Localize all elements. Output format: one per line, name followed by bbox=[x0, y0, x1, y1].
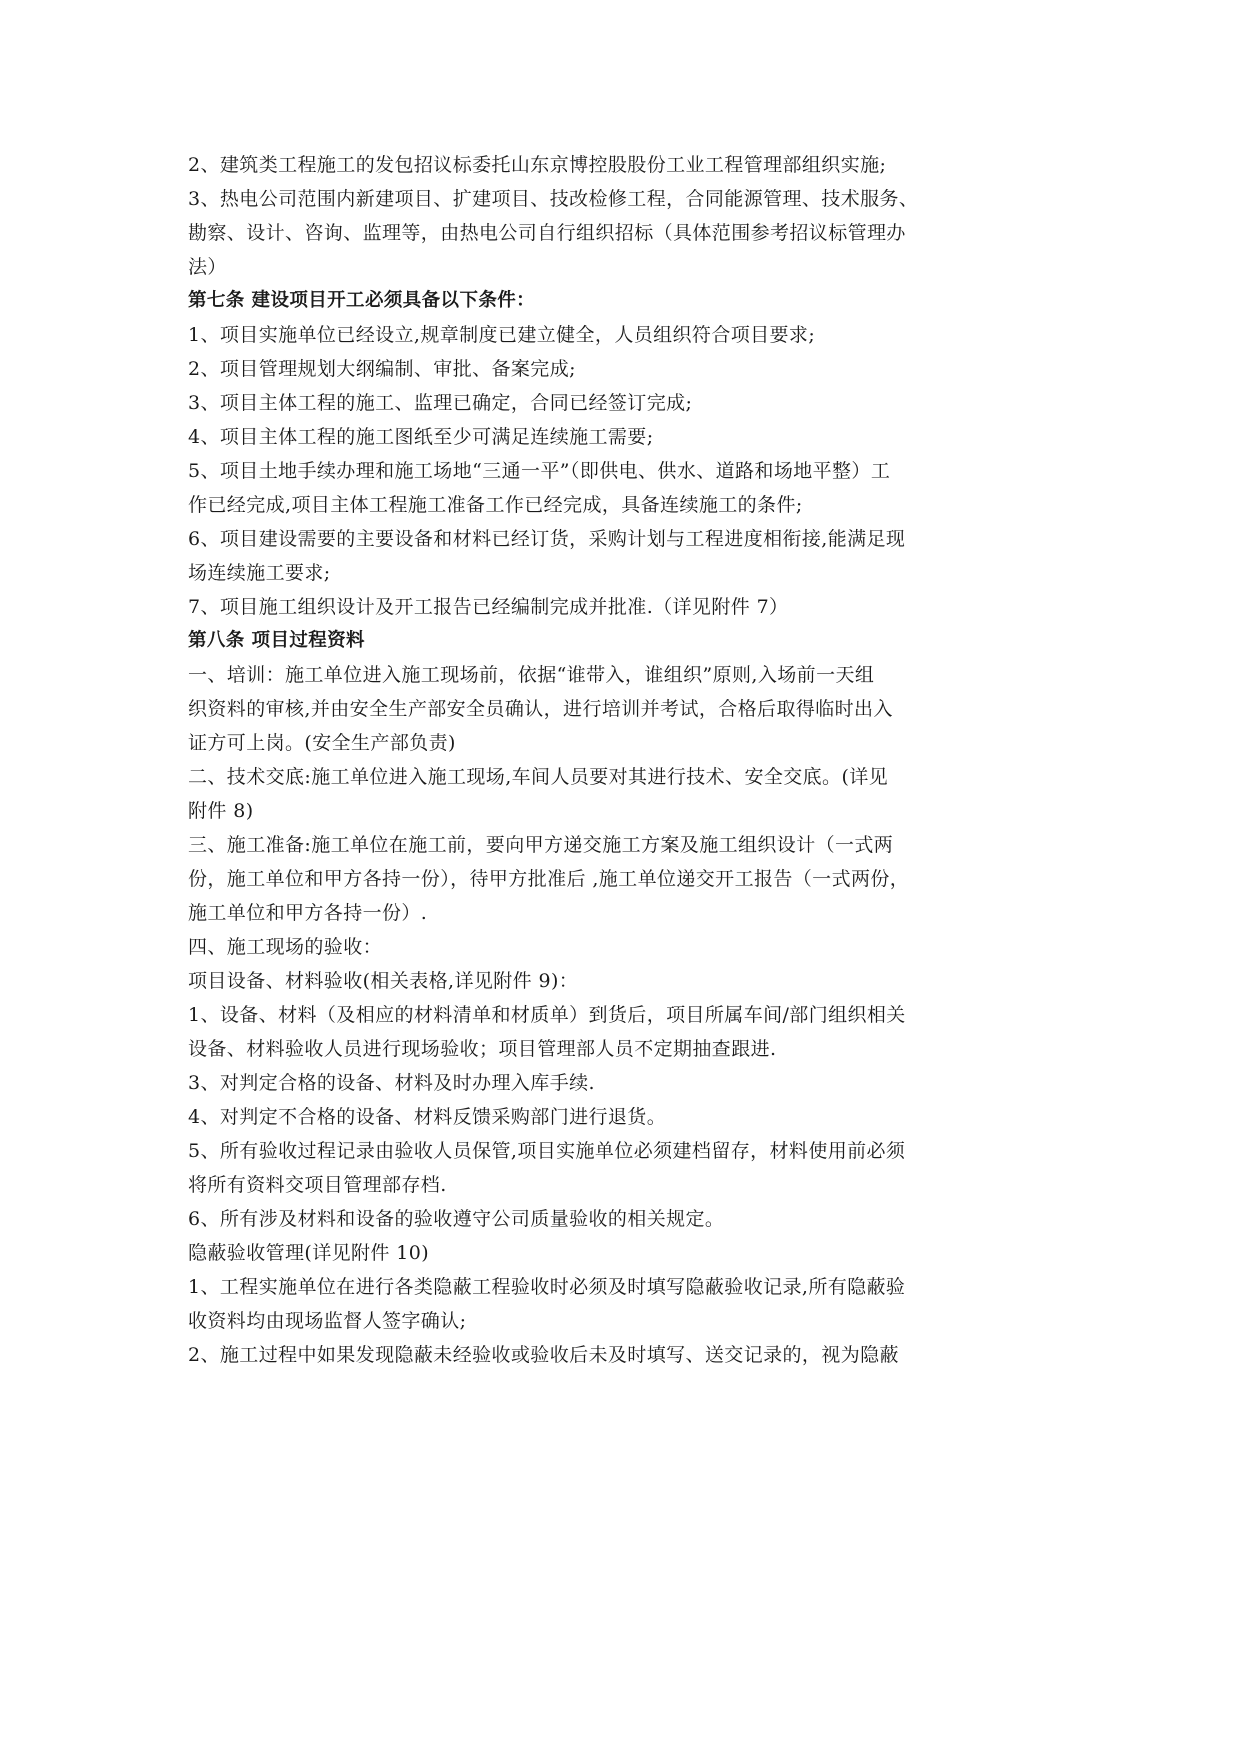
text-line: 2、施工过程中如果发现隐蔽未经验收或验收后未及时填写、送交记录的，视为隐蔽 bbox=[188, 1344, 899, 1366]
text-line: 一、培训：施工单位进入施工现场前，依据“谁带入，谁组织”原则,入场前一天组 bbox=[188, 664, 875, 686]
text-line: 6、所有涉及材料和设备的验收遵守公司质量验收的相关规定。 bbox=[188, 1208, 725, 1230]
text-line: 1、设备、材料（及相应的材料清单和材质单）到货后，项目所属车间/部门组织相关 bbox=[188, 1004, 906, 1026]
text-line: 证方可上岗。(安全生产部负责) bbox=[188, 732, 456, 754]
text-line: 5、所有验收过程记录由验收人员保管,项目实施单位必须建档留存，材料使用前必须 bbox=[188, 1140, 906, 1162]
text-line: 7、项目施工组织设计及开工报告已经编制完成并批准.（详见附件 7） bbox=[188, 596, 789, 618]
text-line: 3、热电公司范围内新建项目、扩建项目、技改检修工程，合同能源管理、技术服务、 bbox=[188, 188, 919, 210]
text-line: 1、项目实施单位已经设立,规章制度已建立健全，人员组织符合项目要求; bbox=[188, 324, 816, 346]
text-line: 三、施工准备:施工单位在施工前，要向甲方递交施工方案及施工组织设计（一式两 bbox=[188, 834, 894, 856]
section-heading: 第七条 建设项目开工必须具备以下条件： bbox=[188, 290, 536, 311]
text-line: 勘察、设计、咨询、监理等，由热电公司自行组织招标（具体范围参考招议标管理办 bbox=[188, 222, 906, 244]
text-line: 二、技术交底:施工单位进入施工现场,车间人员要对其进行技术、安全交底。(详见 bbox=[188, 766, 889, 788]
text-line: 四、施工现场的验收： bbox=[188, 936, 383, 958]
text-line: 施工单位和甲方各持一份）. bbox=[188, 902, 428, 924]
text-line: 1、工程实施单位在进行各类隐蔽工程验收时必须及时填写隐蔽验收记录,所有隐蔽验 bbox=[188, 1276, 906, 1298]
text-line: 4、对判定不合格的设备、材料反馈采购部门进行退货。 bbox=[188, 1106, 667, 1128]
text-line: 将所有资料交项目管理部存档. bbox=[188, 1174, 447, 1196]
text-line: 份，施工单位和甲方各持一份），待甲方批准后 ,施工单位递交开工报告（一式两份， bbox=[188, 868, 910, 890]
document-page bbox=[188, 148, 960, 1372]
text-line: 场连续施工要求; bbox=[188, 562, 331, 584]
text-line: 6、项目建设需要的主要设备和材料已经订货，采购计划与工程进度相衔接,能满足现 bbox=[188, 528, 906, 550]
text-line: 3、对判定合格的设备、材料及时办理入库手续. bbox=[188, 1072, 595, 1094]
text-line: 设备、材料验收人员进行现场验收；项目管理部人员不定期抽查跟进. bbox=[188, 1038, 777, 1060]
text-line: 4、项目主体工程的施工图纸至少可满足连续施工需要; bbox=[188, 426, 654, 448]
text-line: 2、项目管理规划大纲编制、审批、备案完成; bbox=[188, 358, 576, 380]
text-line: 隐蔽验收管理(详见附件 10) bbox=[188, 1242, 430, 1264]
text-line: 2、建筑类工程施工的发包招议标委托山东京博控股股份工业工程管理部组织实施; bbox=[188, 154, 887, 176]
text-line: 附件 8) bbox=[188, 800, 254, 822]
text-line: 5、项目土地手续办理和施工场地“三通一平”（即供电、供水、道路和场地平整）工 bbox=[188, 460, 891, 482]
text-line: 织资料的审核,并由安全生产部安全员确认，进行培训并考试，合格后取得临时出入 bbox=[188, 698, 893, 720]
text-line: 法） bbox=[188, 256, 227, 278]
text-line: 项目设备、材料验收(相关表格,详见附件 9)： bbox=[188, 970, 579, 992]
text-line: 收资料均由现场监督人签字确认; bbox=[188, 1310, 467, 1332]
text-line: 3、项目主体工程的施工、监理已确定，合同已经签订完成; bbox=[188, 392, 693, 414]
section-heading: 第八条 项目过程资料 bbox=[188, 630, 365, 651]
text-line: 作已经完成,项目主体工程施工准备工作已经完成，具备连续施工的条件; bbox=[188, 494, 803, 516]
